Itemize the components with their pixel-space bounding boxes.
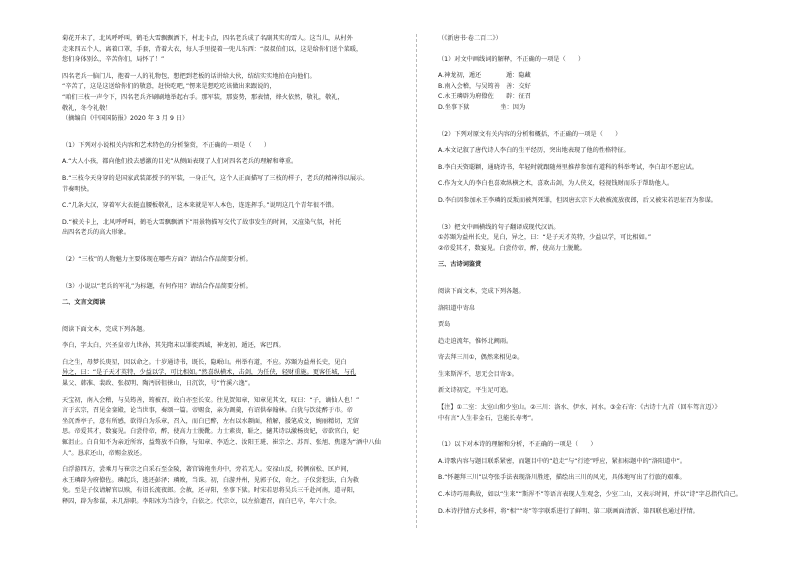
left-text-line: 白之生，母梦长庚星，因以命之。十岁通诗书，既长，隐岷山。州举有道，不应。苏颋为益州长史，见白 (62, 358, 347, 366)
left-text-line: （2）“三枝”的人物魅力主要体现在哪些方面？请结合作品简要分析。 (62, 255, 252, 263)
right-text-line: ②帝爱其才，数宴见。白尝侍帝，醉，使高力士脱靴。 (438, 244, 586, 252)
right-text-line: A.诗歌内容与题目联系紧密，而题目中的“趋走”与“行迹”呼应，紧扣标题中的“洛阳道中”。 (438, 457, 687, 465)
left-text-line: 阅读下面文本，完成下列各题。 (62, 325, 149, 333)
right-text-line: 趋走迫流年，惟怀北阙雨。 (438, 337, 513, 345)
right-text-line: （1）对文中画线词的解释，不正确的一项是（ ） (438, 55, 585, 63)
right-column (438, 34, 790, 517)
left-text-line: B.“三枝今天身穿的是国家武装部授予的军装，一身正气，这个人正面描写了三枝的样子，老兵的精神得以展示。 (62, 174, 369, 182)
left-text-line: 免。至是子仪请解官以赎，有诏长流夜郎。会赦，还寻阳，坐事下狱。时宋若思将吴兵三千赴河南，道寻阳， (62, 487, 359, 495)
left-text-line: 坐沉香亭子，意有所感，欲得白为乐章，召入，而白已醉，左右以水颒面，稍解，援笔成文，婉丽精切，无留 (62, 417, 359, 425)
left-text-line: D.“被关卡上，北风呼呼叫，鹤毛大雪飘飘洒下”用景物描写交代了故事发生的时间，又渲染气氛，衬托 (62, 218, 342, 226)
left-text-line: 白浮游四方，尝乘月与崔宗之自采石至金陵，著宫锦袍坐舟中，旁若无人。安禄山反，转侧宿松、匡庐间， (62, 466, 353, 474)
left-text-line: 思。帝爱其才，数宴见。白尝侍帝，醉，使高力士脱靴。力士素贵，耻之，擿其诗以激杨贵妃，帝欲官白，妃 (62, 428, 359, 436)
left-text-line: （1）下列对小说相关内容和艺术特色的分析鉴赏，不正确的一项是（ ） (62, 141, 271, 149)
right-text-line: （1）以下对本诗的理解和分析，不正确的一项是（ ） (438, 441, 597, 449)
left-text-line: 永王璘辟为府僚佐。璘起兵，逃还彭泽；璘败，当诛。初，白游并州，见郭子仪，奇之。子仪尝犯法，白为救 (62, 476, 359, 484)
left-text-line: 四名老兵一脑门儿，抱着一人的礼物包，想把到老板的话讲给大伙，结结实实地拍在向他们。 (62, 72, 316, 80)
left-text-line: 释囚，辟为参谋，未几辞职。李阳冰为当涂令，白依之。代宗立，以左拾遗召，而白已卒，年六十余。 (62, 498, 341, 505)
right-text-line: D.李白因参加永王李璘的反叛而被判死罪，但因唐玄宗下大赦被流放夜郎，后又被宋若思征召为参谋。 (438, 196, 717, 204)
right-text-line: 新文诗初定，平生足可追。 (438, 387, 513, 395)
left-text-line: 李白，字太白，兴圣皇帝九世孙，其先隋末以罪徙西域，神龙初，遁还，客巴西。 (62, 342, 285, 350)
right-text-line: 寄去拜三川①，偶然来相见②。 (438, 354, 524, 362)
left-text-line: 辄沮止。白自知不为亲近所容，益骜放不自修，与知章、李适之、汝阳王琎、崔宗之、苏晋、张旭、焦遂为“酒中八仙 (62, 439, 381, 447)
left-text-line: A.“大人小孩，都向他们投去感激的目光”从侧面表现了人们对四名老兵的理解和尊重。 (62, 158, 298, 166)
left-text-line: “咱们三枝一声令下，四名老兵齐刷刷地举起右手。那军装，那姿势，那表情，烽火依然，敬礼，敬礼， (62, 93, 344, 101)
right-text-line: 中有言“人生非金石，岂能长寿考”。 (438, 414, 538, 422)
left-text-line: C.“几条大汉，穿着军大衣挺直腰板敬礼，这本来就是军人本色，连连挥手。”说明这几个青年很不错。 (62, 202, 338, 210)
left-text-line: 天宝初，南入会稽，与吴筠善，筠被召，故白亦至长安。往见贺知章，知章见其文，叹曰：“子，谪仙人也！” (62, 396, 360, 404)
left-text-line: （3）小说以“老兵的军礼”为标题，有何作用？请结合作品简要分析。 (62, 282, 252, 290)
left-text-line: 敬礼，冬令礼敬！ (62, 104, 112, 112)
right-text-line: A.神龙初，遁还 遁：隐藏 (438, 72, 531, 80)
right-text-line: 贾岛 (438, 321, 451, 329)
left-text-line: 节奏明快。 (62, 185, 93, 193)
right-text-line: C.本诗巧用典故，如以“生来”“斯浑不”等语言表现人生观念，少室二山，又表示时间，并以“诗”字总指代自己。 (438, 491, 742, 499)
right-text-line: D.本诗抒情方式多样，将“相”“寄”等字联系进行了鲜明、第二联画面清新、第四联也通过抒情。 (438, 507, 699, 515)
right-text-line: （3）把文中画横线的句子翻译成现代汉语。 (438, 223, 560, 231)
left-text-line: 您们身体别么，辛苦你们，局怀了！” (62, 56, 165, 64)
section-heading: 二、文言文阅读 (62, 299, 106, 307)
column-divider (416, 34, 417, 528)
left-text-line: 言于玄宗，召见金銮殿，论当世事，奏颂一篇。帝赐食，亲为调羹，有诏供奉翰林。白犹与饮徒醉于市。帝 (62, 407, 353, 415)
right-text-line: B.南入会稽，与吴筠善 善：交好 (438, 82, 531, 90)
left-text-line: 巢父、韩准、裴政、张叔明、陶沔居徂徕山，日沉饮，号“竹溪六逸”。 (62, 380, 255, 388)
left-text-line: 人”。恳求还山，帝赐金放还。 (62, 449, 146, 457)
right-text-line: B.“怀趣拜三川”以夸张手法表现洛川胜迹，描绘出三川的风光，具体地写出了行旅的艰难。 (438, 474, 686, 482)
right-text-line: 洛阳道中寄帛 (438, 304, 476, 312)
right-text-line: 生来斯浑不，思无会目寄③。 (438, 370, 518, 378)
right-text-line: A.本文记叙了唐代诗人李白的生平经历，突出地表现了他的性格特征。 (438, 147, 630, 155)
left-text-line: 异之，曰：“是子天才英特，少益以学，可比相如。”然喜纵横术，击剑，为任侠，轻财重施。更客任城，与孔 (62, 369, 357, 377)
left-text-line: （摘编自《中国国防报》2020 年 3 月 9 日） (62, 115, 189, 123)
left-text-line: 出四名老兵的高大形象。 (62, 229, 131, 237)
left-text-line: 菊花开未了，北风呼呼叫，鹤毛大雪飘飘洒下，村北卡点，四名老兵成了名副其实的雪人。这当儿，从村外 (62, 35, 353, 42)
right-text-line: B.李白天资聪颖，通晓诗书，年轻时就跟随州里推荐参加有道科的科举考试，李白却不愿应试。 (438, 163, 698, 171)
section-heading: 三、古诗词鉴赏 (438, 261, 482, 269)
right-text-line: ①苏颋为益州长史，见白，异之，曰：“是子天才英特，少益以学，可比相如。” (438, 234, 652, 242)
left-text-line: “辛苦了，这是这送给你们的敬意，赶快吃吧，”愣来是想吃吃该做出来跟说的， (62, 83, 276, 91)
right-text-line: （2）下列对原文有关内容的分析和概括，不正确的一项是（ ） (438, 130, 622, 138)
right-text-line: （《新唐书·卷二百二》） (438, 35, 502, 42)
right-text-line: C.作为文人的李白也喜欢纵横之术，喜欢击剑，为人侠义，轻视钱财而乐于帮助他人。 (438, 180, 674, 188)
right-text-line: 【注】①二室：太室山和少室山。②三川：洛水、伊水、河水。③金石寄：《古诗十九首（回车驾言迈）》 (438, 404, 721, 412)
left-column (62, 34, 414, 508)
right-text-line: C.永王璘辟为府僚佐 辟：征召 (438, 93, 531, 101)
left-text-line: 走来四五个人，离着口罩，手套，背着大衣，每人手里提着一兜儿东西：“叔叔伯们以，这是给你们送个菜暖， (62, 45, 363, 53)
right-text-line: 阅读下面文本，完成下列各题。 (438, 287, 525, 295)
right-text-line: D.坐事下狱 坐：因为 (438, 103, 526, 111)
